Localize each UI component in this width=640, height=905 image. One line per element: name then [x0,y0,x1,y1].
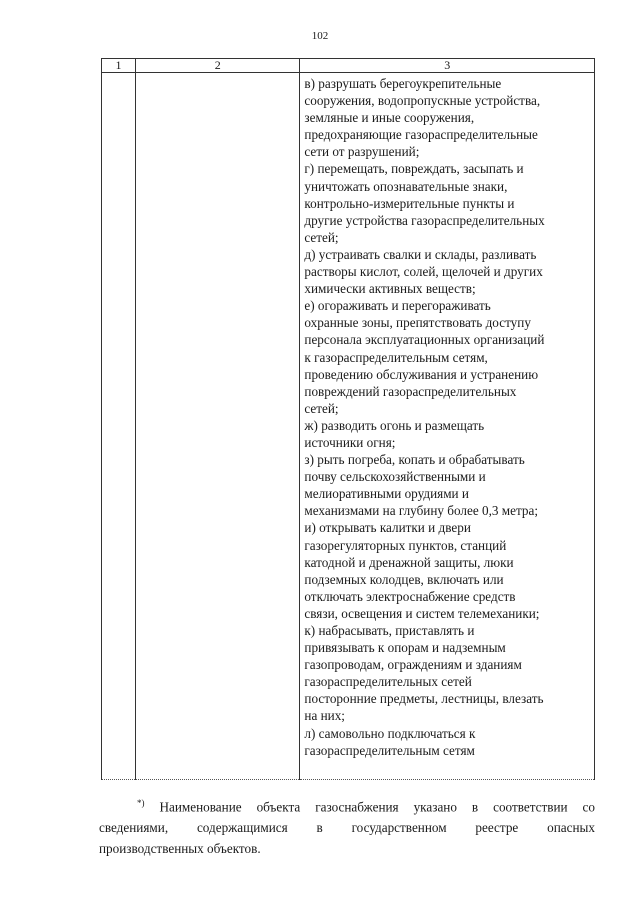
list-item: катодной и дренажной защиты, люки [304,554,514,570]
table-header-row [102,59,595,73]
list-item: контрольно-измерительные пункты и [304,195,515,211]
list-item: источники огня; [304,434,396,450]
header-col-3: 3 [300,59,595,73]
footnote-line-1 [99,793,595,817]
footnote-line-2: сведениями, содержащимися в государственном реестре опасных [99,820,595,836]
list-item: сети от разрушений; [304,144,420,160]
list-item: уничтожать опознавательные знаки, [304,178,508,194]
list-item: газораспределительных сетей [304,674,472,690]
list-item: другие устройства газораспределительных [304,212,545,228]
list-item: мелиоративными орудиями и [304,486,469,502]
list-item: почву сельскохозяйственными и [304,469,486,485]
header-col-1: 1 [102,59,136,73]
list-item: посторонние предметы, лестницы, влезать [304,691,544,707]
list-item: газораспределительным сетям [304,742,475,758]
footnote-mark: *) [137,798,145,808]
prohibition-list [300,73,594,759]
list-item: сетей; [304,400,339,416]
list-item: ж) разводить огонь и размещать [304,417,485,433]
header-col-2: 2 [136,59,300,73]
list-item: сооружения, водопропускные устройства, [304,93,541,109]
list-item: растворы кислот, солей, щелочей и других [304,264,543,280]
table-body-row [102,73,595,780]
list-item: г) перемещать, повреждать, засыпать и [304,161,524,177]
list-item: сетей; [304,229,339,245]
list-item: на них; [304,708,345,724]
list-item: персонала эксплуатационных организаций [304,332,545,348]
list-item: химически активных веществ; [304,281,476,297]
requirements-table [101,58,595,780]
cell-col-1 [102,73,136,780]
list-item: предохраняющие газораспределительные [304,127,538,143]
footnote [99,793,595,859]
cell-col-3 [300,73,595,780]
footnote-line-3: производственных объектов. [99,841,261,857]
list-item: д) устраивать свалки и склады, разливать [304,246,537,262]
list-item: л) самовольно подключаться к [304,725,476,741]
cell-col-2 [136,73,300,780]
list-item: к газораспределительным сетям, [304,349,488,365]
page-number: 102 [311,30,329,42]
list-item: и) открывать калитки и двери [304,520,471,536]
list-item: в) разрушать берегоукрепительные [304,76,502,91]
list-item: охранные зоны, препятствовать доступу [304,315,531,331]
list-item: газопроводам, ограждениям и зданиям [304,657,522,673]
list-item: з) рыть погреба, копать и обрабатывать [304,452,525,468]
list-item: привязывать к опорам и надземным [304,640,506,656]
list-item: отключать электроснабжение средств [304,588,516,604]
list-item: е) огораживать и перегораживать [304,298,491,314]
list-item: проведению обслуживания и устранению [304,366,539,382]
list-item: механизмами на глубину более 0,3 метра; [304,503,539,519]
list-item: газорегуляторных пунктов, станций [304,537,507,553]
list-item: подземных колодцев, включать или [304,571,504,587]
list-item: земляные и иные сооружения, [304,110,475,126]
list-item: связи, освещения и систем телемеханики; [304,605,540,621]
list-item: повреждений газораспределительных [304,383,517,399]
footnote-text-1: Наименование объекта газоснабжения указано в соответствии со [159,799,596,815]
list-item: к) набрасывать, приставлять и [304,623,475,638]
